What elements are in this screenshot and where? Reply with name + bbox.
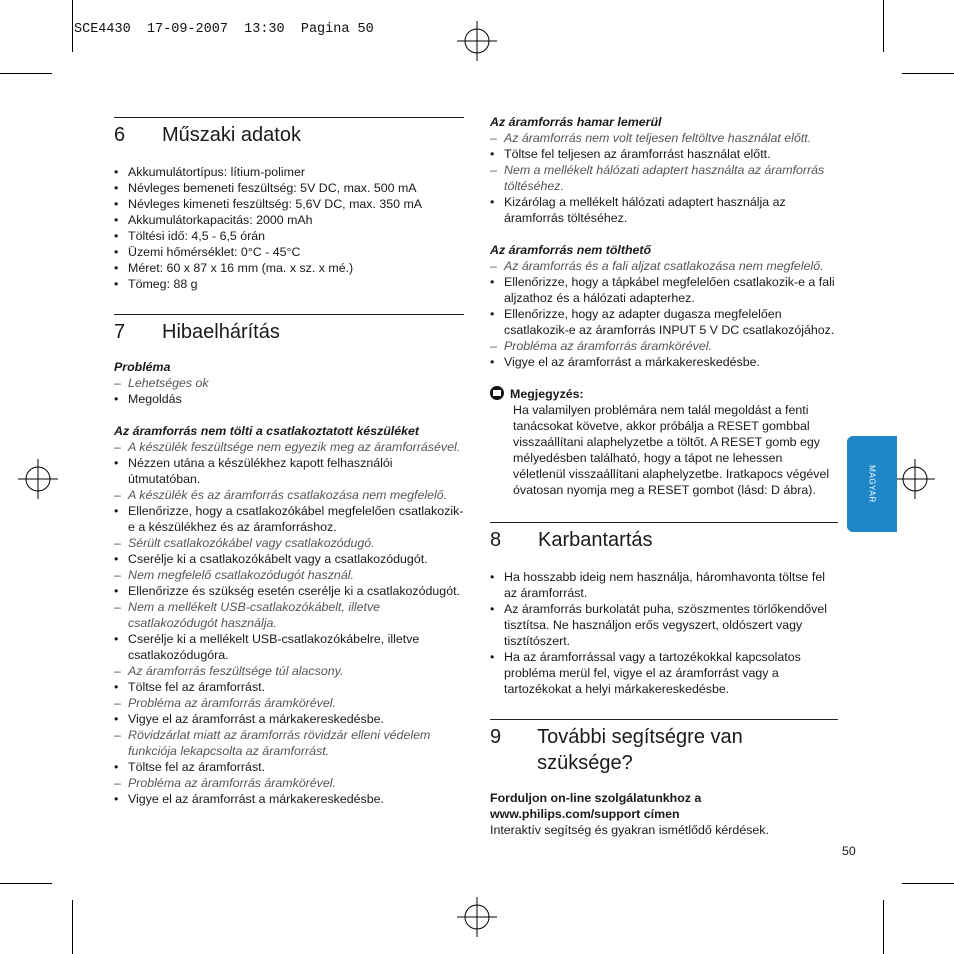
cause-item: – Sérült csatlakozókábel vagy csatlakozódugó. [114, 535, 464, 551]
registration-mark-bottom [457, 897, 497, 937]
list-item: • Töltési idő: 4,5 - 6,5 órán [114, 228, 464, 244]
cause-item: – Probléma az áramforrás áramkörével. [490, 338, 838, 354]
problem-1-list [114, 439, 464, 807]
list-item: • Ha az áramforrással vagy a tartozékokkal kapcsolatos probléma merül fel, vigye el az áramforrást vagy a tartozékokat a helyi márkakereskedésbe. [490, 649, 838, 697]
section-rule [490, 522, 838, 523]
legend-cause: – Lehetséges ok [114, 375, 464, 391]
solution-item: • Ellenőrizze, hogy az adapter dugasza megfelelően csatlakozik-e az áramforrás INPUT 5 V DC csatlakozójához. [490, 306, 838, 338]
list-item: • Akkumulátorkapacitás: 2000 mAh [114, 212, 464, 228]
note-text: Ha valamilyen problémára nem talál megoldást a fenti tanácsokat követve, akkor próbálja a RESET gombbal visszaállítani alaphelyzetbe a töltőt. A RESET gomb egy mélyedésben található, hogy a tápot ne lehessen véletlenül visszaállítani alaphelyzetbe. Iratkapocs végével óvatosan nyomja meg a RESET gombot (lásd: D ábra). [513, 403, 830, 497]
language-tab-label: MAGYAR [867, 465, 877, 503]
list-item: • Az áramforrás burkolatát puha, szöszmentes törlőkendővel tisztítsa. Ne használjon erős vegyszert, oldószert vagy tisztítószert. [490, 601, 838, 649]
support-url-line[interactable]: www.philips.com/support címen [490, 807, 680, 821]
solution-item: • Cserélje ki a csatlakozókábelt vagy a csatlakozódugót. [114, 551, 464, 567]
section-rule [490, 719, 838, 720]
section-rule [114, 314, 464, 315]
language-tab [847, 436, 897, 532]
solution-item: • Töltse fel teljesen az áramforrást használat előtt. [490, 146, 838, 162]
print-slug: SCE4430 17-09-2007 13:30 Pagina 50 [74, 22, 374, 37]
note-icon [490, 386, 504, 400]
registration-mark-right [895, 459, 935, 499]
problem-2-heading: Az áramforrás hamar lemerül [490, 115, 662, 129]
legend-problem: Probléma [114, 360, 171, 374]
cause-item: – Probléma az áramforrás áramkörével. [114, 775, 464, 791]
list-item: • Névleges kimeneti feszültség: 5,6V DC, max. 350 mA [114, 196, 464, 212]
problem-1-heading: Az áramforrás nem tölti a csatlakoztatott készüléket [114, 424, 420, 438]
right-column [490, 114, 838, 838]
list-item: • Tömeg: 88 g [114, 276, 464, 292]
support-description: Interaktív segítség és gyakran ismétlődő kérdések. [490, 823, 769, 837]
problem-3-heading: Az áramforrás nem tölthető [490, 243, 652, 257]
cause-item: – Nem a mellékelt USB-csatlakozókábelt, illetve csatlakozódugót használja. [114, 599, 464, 631]
cause-item: – Nem a mellékelt hálózati adaptert használta az áramforrás töltéséhez. [490, 162, 838, 194]
note-block [490, 386, 838, 498]
registration-mark-left [18, 459, 58, 499]
registration-mark-top [457, 21, 497, 61]
section-7-title: 7 Hibaelhárítás [114, 321, 280, 343]
support-line-1: Forduljon on-line szolgálatunkhoz a [490, 791, 702, 805]
cause-item: – A készülék és az áramforrás csatlakozása nem megfelelő. [114, 487, 464, 503]
solution-item: • Vigye el az áramforrást a márkakereskedésbe. [114, 711, 464, 727]
solution-item: • Ellenőrizze, hogy a csatlakozókábel megfelelően csatlakozik-e a készülékhez és az áramforráshoz. [114, 503, 464, 535]
page-number: 50 [842, 844, 856, 858]
legend-solution: • Megoldás [114, 391, 464, 407]
note-heading: Megjegyzés: [510, 387, 584, 401]
solution-item: • Ellenőrizze, hogy a tápkábel megfelelően csatlakozik-e a fali aljzathoz és a hálózati adapterhez. [490, 274, 838, 306]
cause-item: – Nem megfelelő csatlakozódugót használ. [114, 567, 464, 583]
cause-item: – A készülék feszültsége nem egyezik meg az áramforrásével. [114, 439, 464, 455]
specs-list [114, 164, 464, 292]
solution-item: • Kizárólag a mellékelt hálózati adaptert használja az áramforrás töltéséhez. [490, 194, 838, 226]
cause-item: – Az áramforrás feszültsége túl alacsony. [114, 663, 464, 679]
cause-item: – Az áramforrás nem volt teljesen feltöltve használat előtt. [490, 130, 838, 146]
section-6-title: 6 Műszaki adatok [114, 124, 301, 146]
list-item: • Névleges bemeneti feszültség: 5V DC, max. 500 mA [114, 180, 464, 196]
cause-item: – Probléma az áramforrás áramkörével. [114, 695, 464, 711]
cause-item: – Rövidzárlat miatt az áramforrás rövidzár elleni védelem funkciója lekapcsolta az áramforrást. [114, 727, 464, 759]
section-8-title: 8 Karbantartás [490, 529, 653, 551]
list-item: • Méret: 60 x 87 x 16 mm (ma. x sz. x mé.) [114, 260, 464, 276]
list-item: • Üzemi hőmérséklet: 0°C - 45°C [114, 244, 464, 260]
solution-item: • Töltse fel az áramforrást. [114, 759, 464, 775]
solution-item: • Töltse fel az áramforrást. [114, 679, 464, 695]
solution-item: • Nézzen utána a készülékhez kapott felhasználói útmutatóban. [114, 455, 464, 487]
problem-3-list [490, 258, 838, 370]
solution-item: • Cserélje ki a mellékelt USB-csatlakozókábelre, illetve csatlakozódugóra. [114, 631, 464, 663]
solution-item: • Vigye el az áramforrást a márkakereskedésbe. [490, 354, 838, 370]
section-rule [114, 117, 464, 118]
maintenance-list [490, 569, 838, 697]
left-column [114, 117, 464, 807]
cause-item: – Az áramforrás és a fali aljzat csatlakozása nem megfelelő. [490, 258, 838, 274]
section-9-title: 9 További segítségre van szüksége? [490, 726, 743, 774]
solution-item: • Ellenőrizze és szükség esetén cserélje ki a csatlakozódugót. [114, 583, 464, 599]
problem-2-list [490, 130, 838, 226]
list-item: • Ha hosszabb ideig nem használja, háromhavonta töltse fel az áramforrást. [490, 569, 838, 601]
list-item: • Akkumulátortípus: lítium-polimer [114, 164, 464, 180]
solution-item: • Vigye el az áramforrást a márkakereskedésbe. [114, 791, 464, 807]
